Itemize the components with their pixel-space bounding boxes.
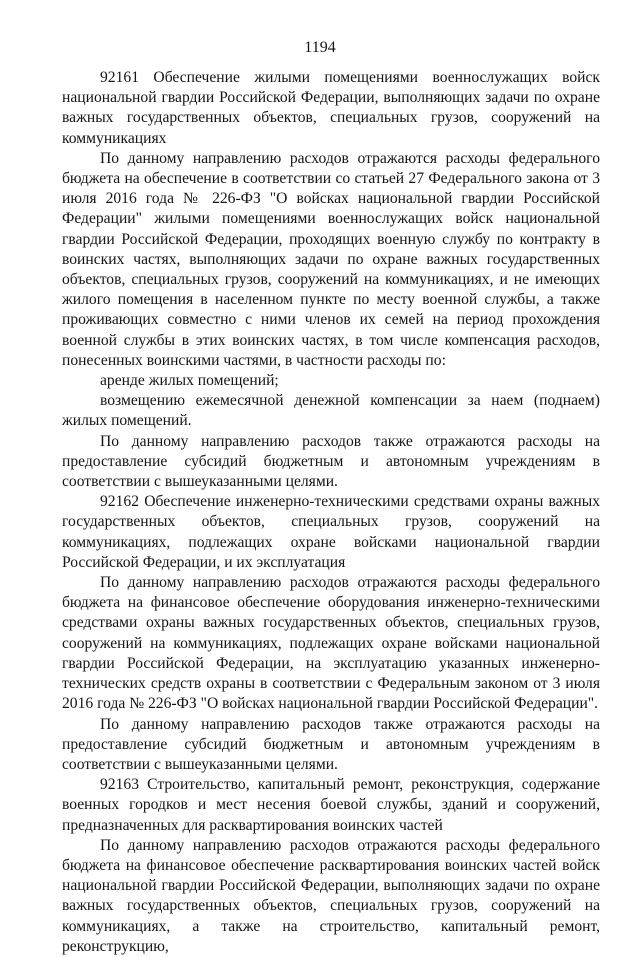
document-body [62, 68, 600, 957]
paragraph: По данному направлению расходов отражаются расходы федерального бюджета на финансовое обеспечение расквартирования воинских частей войск национальной гвардии Российской Федерации, выполняющих задачи по охране важных государственных объектов, специальных грузов, сооружений на коммуникациях, а также на строительство, капитальный ремонт, реконструкцию, [62, 836, 600, 955]
list-item: возмещению ежемесячной денежной компенсации за наем (поднаем) жилых помещений. [62, 392, 600, 430]
paragraph: По данному направлению расходов также отражаются расходы на предоставление субсидий бюджетным и автономным учреждениям в соответствии с вышеуказанными целями. [62, 715, 600, 773]
section-heading-92161: 92161 Обеспечение жилыми помещениями военнослужащих войск национальной гвардии Российской Федерации, выполняющих задачи по охране важных государственных объектов, специальных грузов, сооружений на коммуникациях [62, 69, 600, 147]
page-number: 1194 [304, 39, 336, 56]
paragraph: По данному направлению расходов отражаются расходы федерального бюджета на обеспечение в соответствии со статьей 27 Федерального закона от 3 июля 2016 года № 226-ФЗ "О войсках национальной гвардии Российской Федерации" жилыми помещениями военнослужащих войск национальной гвардии Российской Федерации, проходящих военную службу по контракту в воинских частях, выполняющих задачи по охране важных государственных объектов, специальных грузов, сооружений на коммуникациях, и не имеющих жилого помещения в населенном пункте по месту военной службы, а также проживающих совместно с ними членов их семей на период прохождения военной службы в этих воинских частях, в том числе компенсация расходов, понесенных воинскими частями, в частности расходы по: [62, 149, 600, 369]
section-heading-92163: 92163 Строительство, капитальный ремонт, реконструкция, содержание военных городков и мест несения боевой службы, зданий и сооружений, предназначенных для расквартирования воинских частей [62, 776, 600, 834]
paragraph: По данному направлению расходов также отражаются расходы на предоставление субсидий бюджетным и автономным учреждениям в соответствии с вышеуказанными целями. [62, 432, 600, 491]
paragraph: По данному направлению расходов отражаются расходы федерального бюджета на финансовое обеспечение оборудования инженерно-техническими средствами охраны важных государственных объектов, специальных грузов, сооружений на коммуникациях, подлежащих охране войсками национальной гвардии Российской Федерации, на эксплуатацию указанных инженерно-технических средств охраны в соответствии с Федеральным законом от 3 июля 2016 года № 226-ФЗ "О войсках национальной гвардии Российской Федерации". [62, 574, 600, 713]
section-heading-92162: 92162 Обеспечение инженерно-техническими средствами охраны важных государственных объектов, специальных грузов, сооружений на коммуникациях, подлежащих охране войсками национальной гвардии Российской Федерации, и их эксплуатация [62, 493, 600, 571]
list-item: аренде жилых помещений; [100, 372, 279, 390]
